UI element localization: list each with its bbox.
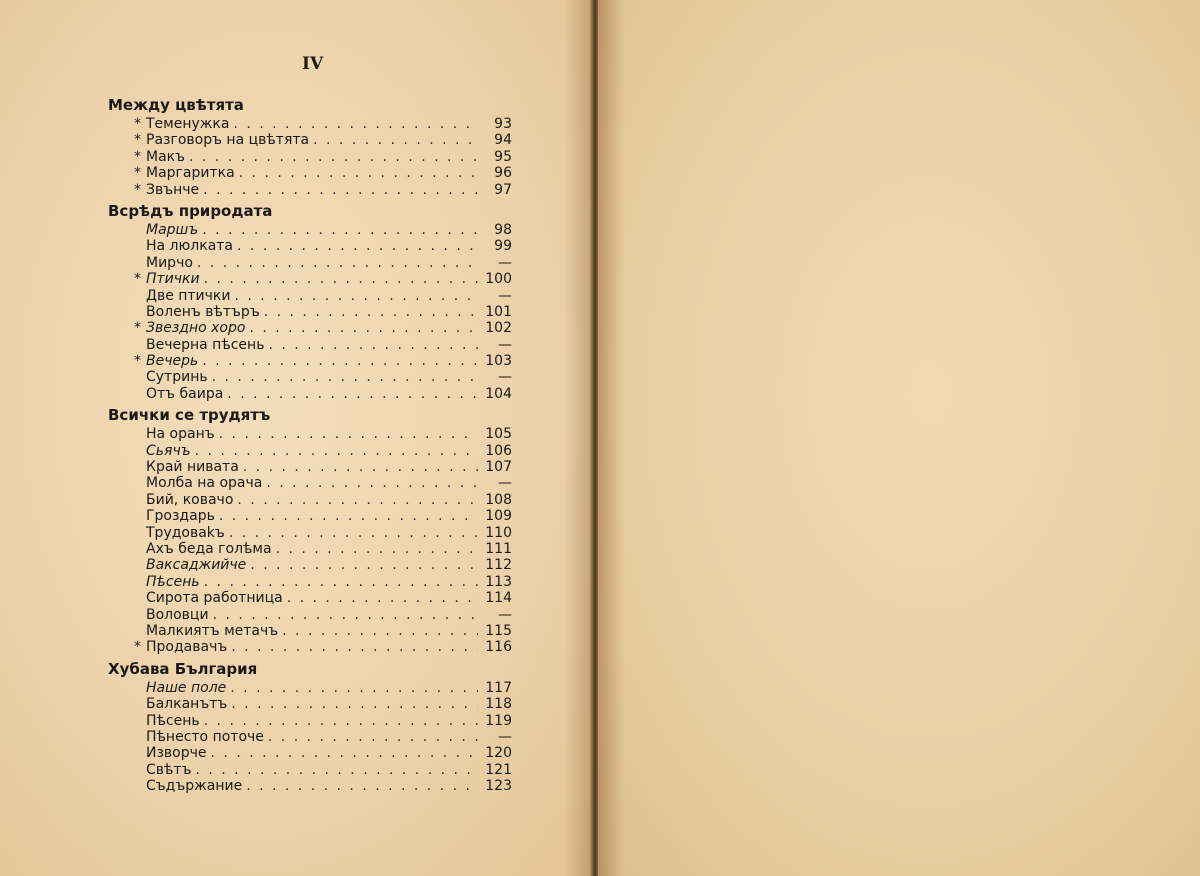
dot-leader xyxy=(268,337,478,353)
entry-page-number: — xyxy=(498,336,512,353)
entry-title: Молба на орача xyxy=(146,475,263,492)
toc-entry xyxy=(108,590,512,606)
entry-title: Пѣсень xyxy=(146,712,200,729)
toc-entry xyxy=(108,541,512,557)
entry-title: Маргаритка xyxy=(146,165,235,182)
entry-page-number: 93 xyxy=(494,116,512,132)
toc-entry xyxy=(108,525,512,541)
section-title: Всрѣдъ природата xyxy=(108,201,273,220)
toc-entry: * Теменужка . . . 93 xyxy=(108,116,512,132)
left-page xyxy=(0,0,594,876)
entry-title: Балканътъ xyxy=(146,696,228,713)
entry-title: На люлката xyxy=(146,238,234,255)
dot-leader xyxy=(212,369,478,385)
toc-entry xyxy=(108,304,512,320)
table-of-contents xyxy=(108,92,512,794)
entry-title: Наше поле xyxy=(146,679,227,696)
entry-page-number: 113 xyxy=(485,573,512,590)
toc-entry xyxy=(108,386,512,402)
right-page xyxy=(598,0,1200,876)
dot-leader xyxy=(189,149,478,165)
entry-page-number: 118 xyxy=(485,696,512,713)
toc-entry: * Продавачъ . . . 116 xyxy=(108,639,512,655)
dot-leader xyxy=(204,271,478,287)
entry-page-number: 115 xyxy=(485,622,512,639)
toc-entry xyxy=(108,623,512,639)
dot-leader xyxy=(219,426,478,442)
entry-page-number: 104 xyxy=(485,385,512,402)
dot-leader xyxy=(246,778,478,794)
entry-title: Ваксаджийче xyxy=(146,557,247,574)
toc-entry: * Макъ . . . 95 xyxy=(108,149,512,165)
toc-entry xyxy=(108,778,512,794)
entry-title: Мирчо xyxy=(146,254,193,271)
dot-leader xyxy=(313,132,478,148)
entry-title: Край нивата xyxy=(146,459,239,476)
dot-leader xyxy=(230,680,478,696)
toc-entry xyxy=(108,426,512,442)
entry-page-number: — xyxy=(498,287,512,304)
dot-leader xyxy=(204,574,478,590)
toc-entry xyxy=(108,492,512,508)
toc-entry xyxy=(108,508,512,524)
dot-leader xyxy=(203,182,478,198)
dot-leader xyxy=(282,623,478,639)
dot-leader xyxy=(264,304,478,320)
entry-title: Маршъ xyxy=(146,221,199,238)
toc-entry: * Разговоръ на цвѣтята . . . 94 xyxy=(108,132,512,148)
toc-entry xyxy=(108,574,512,590)
toc-entry: * Птички . . . 100 xyxy=(108,271,512,287)
dot-leader xyxy=(276,541,478,557)
entry-title: Воленъ вѣтъръ xyxy=(146,303,260,320)
entry-page-number: 101 xyxy=(485,303,512,320)
section-title: Между цвѣтята xyxy=(108,96,244,114)
toc-entry xyxy=(108,745,512,761)
page-number: IV xyxy=(302,54,324,74)
entry-title: Вечерь xyxy=(146,353,199,370)
entry-title: Разговоръ на цвѣтята xyxy=(146,132,310,149)
entry-title: Трудоваkъ xyxy=(146,524,225,541)
entry-title: Пѣнесто поточе xyxy=(146,728,264,745)
dot-leader xyxy=(237,492,478,508)
toc-entry xyxy=(108,222,512,238)
toc-entry xyxy=(108,713,512,729)
entry-page-number: 102 xyxy=(485,320,512,337)
entry-page-number: 107 xyxy=(485,459,512,476)
toc-entry xyxy=(108,288,512,304)
dot-leader xyxy=(197,255,478,271)
entry-title: Пѣсень xyxy=(146,573,200,590)
entry-page-number: 95 xyxy=(494,148,512,165)
dot-leader xyxy=(195,443,478,459)
entry-page-number: 109 xyxy=(485,508,512,525)
dot-leader xyxy=(229,525,478,541)
entry-title: Сутринь xyxy=(146,369,208,386)
section-title: Хубава България xyxy=(108,659,258,678)
dot-leader xyxy=(249,320,478,336)
toc-entry xyxy=(108,607,512,623)
entry-page-number: 96 xyxy=(494,165,512,182)
dot-leader xyxy=(231,639,478,655)
dot-leader xyxy=(266,475,478,491)
entry-page-number: 119 xyxy=(485,712,512,729)
toc-entry xyxy=(108,557,512,573)
entry-page-number: — xyxy=(498,475,512,492)
entry-title: Малкиятъ метачъ xyxy=(146,622,279,639)
toc-entry xyxy=(108,696,512,712)
entry-title: Звездно хоро xyxy=(146,320,246,337)
toc-entry xyxy=(108,369,512,385)
dot-leader xyxy=(202,353,478,369)
entry-page-number: — xyxy=(498,254,512,271)
dot-leader xyxy=(231,696,478,712)
entry-page-number: — xyxy=(498,606,512,623)
entry-page-number: 97 xyxy=(494,181,512,198)
entry-title: Теменужка xyxy=(146,116,230,132)
entry-page-number: 111 xyxy=(485,540,512,557)
entry-page-number: 106 xyxy=(485,442,512,459)
entry-title: Звънче xyxy=(146,181,200,198)
entry-title: Отъ баира xyxy=(146,385,224,402)
toc-entry xyxy=(108,255,512,271)
toc-entry xyxy=(108,459,512,475)
toc-entry: * Звънче . . . 97 xyxy=(108,182,512,198)
dot-leader xyxy=(250,557,478,573)
section-title: Всички се трудятъ xyxy=(108,406,271,425)
entry-title: Сирота работница xyxy=(146,590,283,607)
entry-title: Съдържание xyxy=(146,778,243,795)
entry-page-number: — xyxy=(498,728,512,745)
entry-title: Продавачъ xyxy=(146,639,228,656)
entry-page-number: 100 xyxy=(485,271,512,288)
dot-leader xyxy=(239,165,478,181)
dot-leader xyxy=(287,590,478,606)
toc-entry: * Звездно хоро . . . 102 xyxy=(108,320,512,336)
entry-title: Птички xyxy=(146,271,200,288)
entry-page-number: 120 xyxy=(485,745,512,762)
dot-leader xyxy=(227,386,478,402)
entry-page-number: 94 xyxy=(494,132,512,149)
dot-leader xyxy=(219,508,478,524)
dot-leader xyxy=(243,459,478,475)
toc-entry xyxy=(108,337,512,353)
entry-title: Вечерна пѣсень xyxy=(146,336,265,353)
toc-entry xyxy=(108,729,512,745)
entry-title: На оранъ xyxy=(146,426,215,443)
entry-page-number: 112 xyxy=(485,557,512,574)
entry-title: Свѣтъ xyxy=(146,761,192,778)
dot-leader xyxy=(213,607,478,623)
toc-entry xyxy=(108,443,512,459)
toc-entry xyxy=(108,762,512,778)
dot-leader xyxy=(211,745,478,761)
entry-title: Изворче xyxy=(146,745,207,762)
entry-title: Гроздарь xyxy=(146,508,215,525)
entry-page-number: 98 xyxy=(494,221,512,238)
dot-leader xyxy=(202,222,478,238)
entry-page-number: 114 xyxy=(485,590,512,607)
entry-page-number: 99 xyxy=(494,238,512,255)
entry-title: Сьячъ xyxy=(146,442,191,459)
entry-title: Воловци xyxy=(146,606,209,623)
entry-title: Бий, ковачо xyxy=(146,491,234,508)
toc-entry xyxy=(108,680,512,696)
entry-page-number: 108 xyxy=(485,491,512,508)
entry-title: Две птички xyxy=(146,287,231,304)
toc-entry xyxy=(108,475,512,491)
toc-entry xyxy=(108,238,512,254)
entry-title: Ахъ беда голѣма xyxy=(146,540,272,557)
dot-leader xyxy=(237,238,478,254)
entry-page-number: 105 xyxy=(485,426,512,443)
entry-page-number: 117 xyxy=(485,679,512,696)
dot-leader xyxy=(233,116,478,132)
entry-page-number: 123 xyxy=(485,778,512,795)
entry-page-number: 116 xyxy=(485,639,512,656)
toc-entry: * Вечерь . . . 103 xyxy=(108,353,512,369)
dot-leader xyxy=(235,288,479,304)
dot-leader xyxy=(195,762,478,778)
entry-page-number: 103 xyxy=(485,353,512,370)
dot-leader xyxy=(268,729,478,745)
entry-page-number: 110 xyxy=(485,524,512,541)
entry-title: Макъ xyxy=(146,148,186,165)
toc-entry: * Маргаритка . . . 96 xyxy=(108,165,512,181)
entry-page-number: 121 xyxy=(485,761,512,778)
dot-leader xyxy=(204,713,478,729)
entry-page-number: — xyxy=(498,369,512,386)
